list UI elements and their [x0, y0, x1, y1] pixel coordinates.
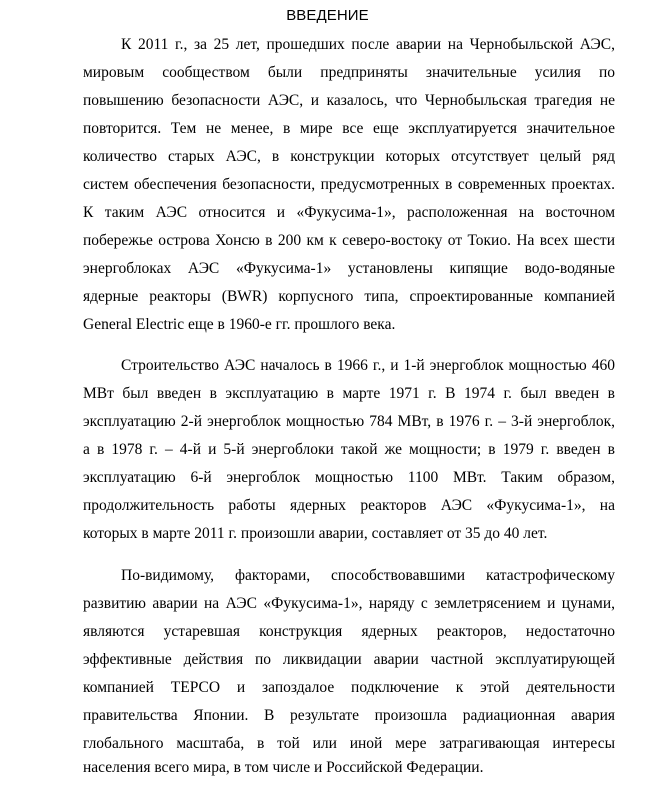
text-line: энергоблоках АЭС «Фукусима-1» установлены кипящие водо-водяные: [83, 260, 615, 277]
text-line: К таким АЭС относится и «Фукусима-1», расположенная на восточном: [83, 204, 615, 221]
page-title: ВВЕДЕНИЕ: [286, 7, 369, 24]
text-line: систем обеспечения безопасности, предусмотренных в современных проектах.: [83, 176, 615, 193]
text-line: По-видимому, факторами, способствовавшими катастрофическому: [121, 567, 615, 584]
text-line: повторится. Тем не менее, в мире все еще эксплуатируется значительное: [83, 120, 615, 137]
text-line: эффективные действия по ликвидации аварии частной эксплуатирующей: [83, 651, 615, 668]
text-line: General Electric еще в 1960-е гг. прошлого века.: [83, 316, 396, 333]
text-line: повышению безопасности АЭС, и казалось, что Чернобыльская трагедия не: [83, 92, 615, 109]
text-line: развитию аварии на АЭС «Фукусима-1», наряду с землетрясением и цунами,: [83, 595, 615, 612]
text-line: а в 1978 г. – 4-й и 5-й энергоблоки такой же мощности; в 1979 г. введен в: [83, 441, 615, 458]
text-line: глобального масштаба, в той или иной мере затрагивающая интересы: [83, 735, 615, 752]
text-line: МВт был введен в эксплуатацию в марте 1971 г. В 1974 г. был введен в: [83, 385, 615, 402]
text-line: продолжительность работы ядерных реакторов АЭС «Фукусима-1», на: [83, 497, 615, 514]
text-line: К 2011 г., за 25 лет, прошедших после аварии на Чернобыльской АЭС,: [121, 36, 615, 53]
text-line: эксплуатацию 2-й энергоблок мощностью 784 МВт, в 1976 г. – 3-й энергоблок,: [83, 413, 615, 430]
text-line: мировым сообществом были предприняты значительные усилия по: [83, 64, 615, 81]
text-line: количество старых АЭС, в конструкции которых отсутствует целый ряд: [83, 148, 615, 165]
text-line: эксплуатацию 6-й энергоблок мощностью 1100 МВт. Таким образом,: [83, 469, 615, 486]
text-line: которых в марте 2011 г. произошли аварии, составляет от 35 до 40 лет.: [83, 525, 548, 542]
text-line: правительства Японии. В результате произошла радиационная авария: [83, 707, 615, 724]
text-line: Строительство АЭС началось в 1966 г., и 1-й энергоблок мощностью 460: [121, 357, 615, 374]
text-line: являются устаревшая конструкция ядерных реакторов, недостаточно: [83, 623, 615, 640]
text-line: ядерные реакторы (BWR) корпусного типа, спроектированные компанией: [83, 288, 615, 305]
text-line: компанией ТЕРСО и запоздалое подключение к этой деятельности: [83, 679, 615, 696]
text-line: побережье острова Хонсю в 200 км к северо-востоку от Токио. На всех шести: [83, 232, 615, 249]
text-line: населения всего мира, в том числе и Российской Федерации.: [83, 759, 484, 776]
